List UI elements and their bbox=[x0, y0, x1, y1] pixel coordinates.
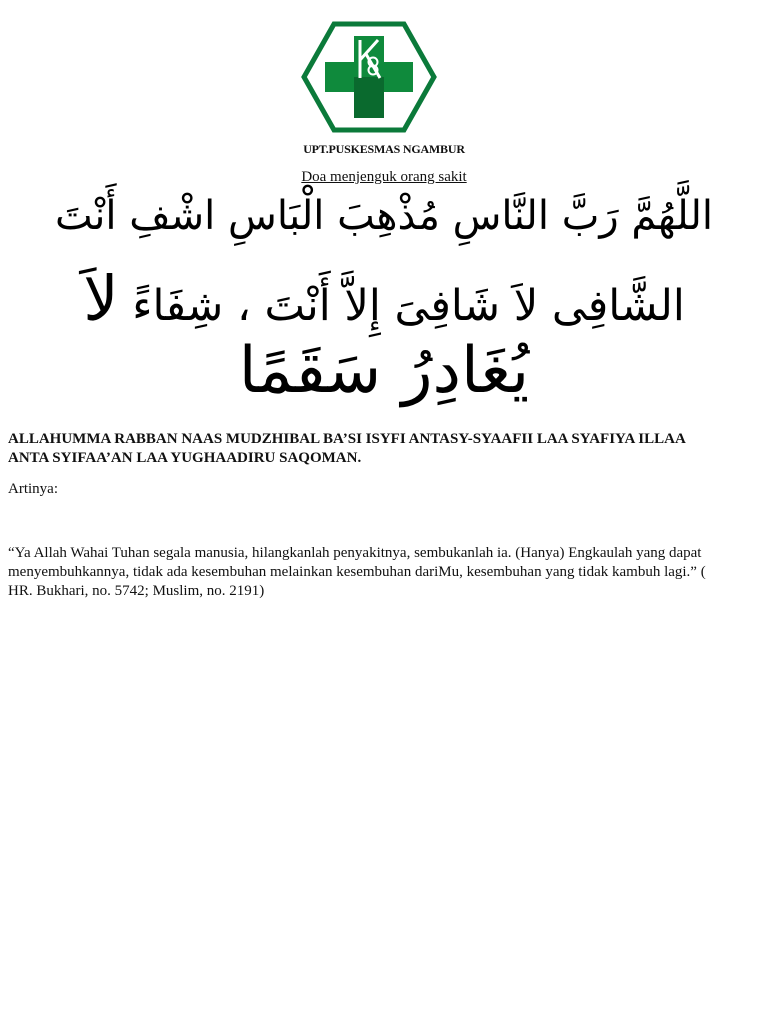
arabic-prayer-line-2 bbox=[0, 262, 768, 335]
arabic-prayer-line-2-end: لاَ bbox=[83, 262, 119, 335]
health-cross-hexagon-logo bbox=[300, 20, 438, 134]
organization-name: UPT.PUSKESMAS NGAMBUR bbox=[303, 142, 465, 156]
prayer-transliteration: ALLAHUMMA RABBAN NAAS MUDZHIBAL BA’SI ISYFI ANTASY-SYAAFII LAA SYAFIYA ILLAA ANTA SYIFAA’AN LAA YUGHAADIRU SAQOMAN. bbox=[8, 431, 685, 466]
document-title: Doa menjenguk orang sakit bbox=[301, 169, 467, 185]
prayer-translation: “Ya Allah Wahai Tuhan segala manusia, hilangkanlah penyakitnya, sembukanlah ia. (Hanya) Engkaulah yang dapat menyembuhkannya, tidak ada kesembuhan melainkan kesembuhan dariMu, kesembuhan yang tidak kambuh lagi.” ( HR. Bukhari, no. 5742; Muslim, no. 2191) bbox=[8, 545, 706, 599]
arabic-prayer-line-2-text: الشَّافِى لاَ شَافِىَ إِلاَّ أَنْتَ ، شِفَاءً bbox=[132, 281, 685, 331]
arabic-prayer-line-3: يُغَادِرُ سَقَمًا bbox=[238, 334, 530, 408]
meaning-label: Artinya: bbox=[8, 481, 58, 497]
logo-cross-shade bbox=[354, 77, 384, 118]
arabic-prayer-line-1: اللَّهُمَّ رَبَّ النَّاسِ مُذْهِبَ الْبَاسِ اشْفِ أَنْتَ bbox=[55, 193, 713, 239]
